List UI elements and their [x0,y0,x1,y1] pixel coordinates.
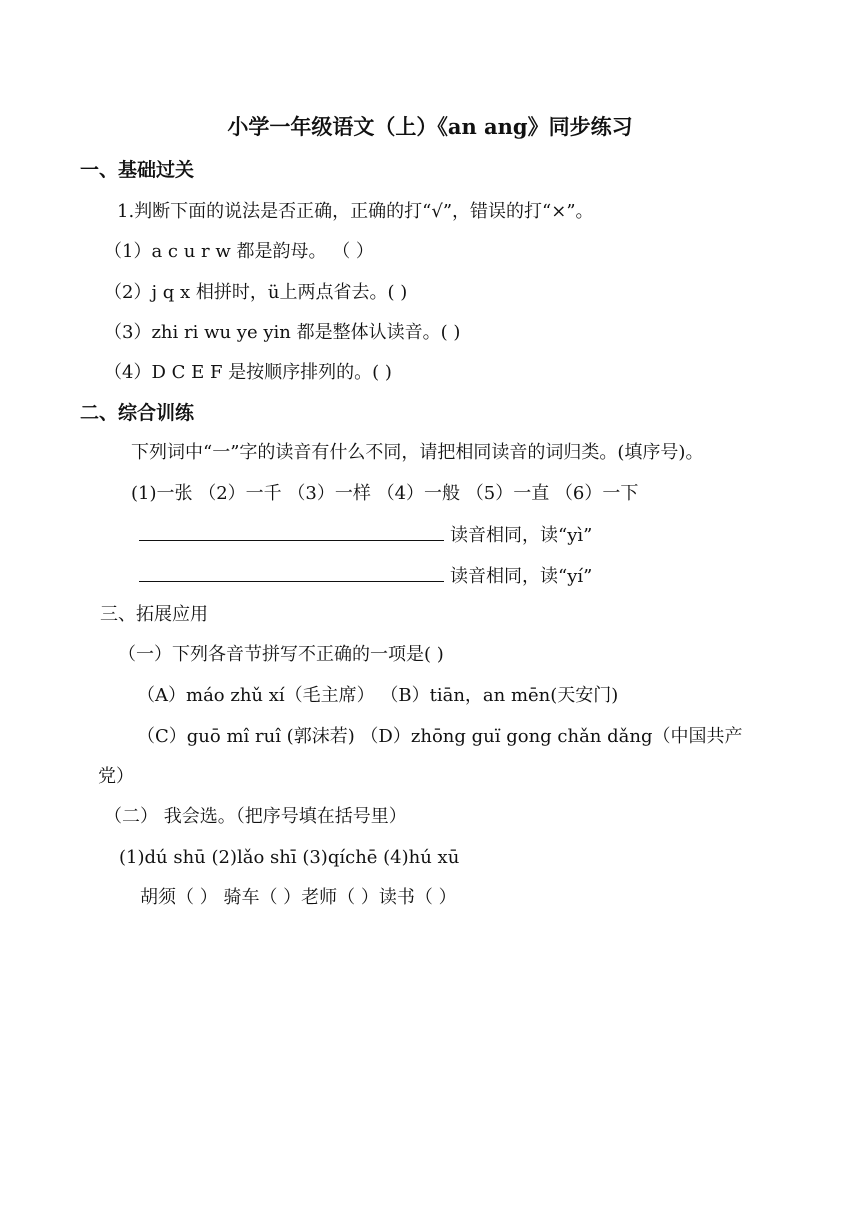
answer-blank[interactable] [139,522,444,541]
answer-line-label: 读音相同，读“yì” [450,525,593,546]
section-3-heading: 三、拓展应用 [100,604,208,625]
section-2-heading: 二、综合训练 [80,402,195,424]
word-options: (1)一张 （2）一千 （3）一样 （4）一般 （5）一直 （6）一下 [131,483,639,504]
answer-blank[interactable] [139,563,444,582]
answer-line-yi4 [139,522,592,548]
judge-item-2: （2）j q x 相拼时，ü上两点省去。( ) [104,282,408,303]
judge-item-3: （3）zhi ri wu ye yin 都是整体认读音。( ) [104,322,461,343]
answer-line-label: 读音相同，读“yí” [450,566,593,587]
judge-item-4: （4）D C E F 是按顺序排列的。( ) [104,362,392,383]
choice-c-d-continued: 党） [98,766,134,787]
section-1-heading: 一、基础过关 [80,159,195,181]
judge-item-1: （1）a c u r w 都是韵母。 （ ） [104,241,374,262]
answer-line-yi2 [139,563,592,589]
fill-in-blanks: 胡须（ ） 骑车（ ）老师（ ）读书（ ） [140,887,457,908]
section-2-intro: 下列词中“一”字的读音有什么不同，请把相同读音的词归类。(填序号)。 [131,442,704,463]
question-1: 1.判断下面的说法是否正确，正确的打“√”，错误的打“×”。 [117,201,594,222]
part-1-question: （一）下列各音节拼写不正确的一项是( ) [118,644,444,665]
page-title: 小学一年级语文（上）《an ang》同步练习 [227,114,633,139]
pinyin-options: (1)dú shū (2)lǎo shī (3)qíchē (4)hú xū [119,847,460,868]
choice-c-d: （C）guō mî ruî (郭沫若) （D）zhōng guï gong chǎn dǎng（中国共产 [137,726,743,747]
part-2-question: （二） 我会选。（把序号填在括号里） [104,806,407,827]
choice-a-b: （A）máo zhǔ xí（毛主席） （B）tiān，an mēn(天安门) [137,685,619,706]
